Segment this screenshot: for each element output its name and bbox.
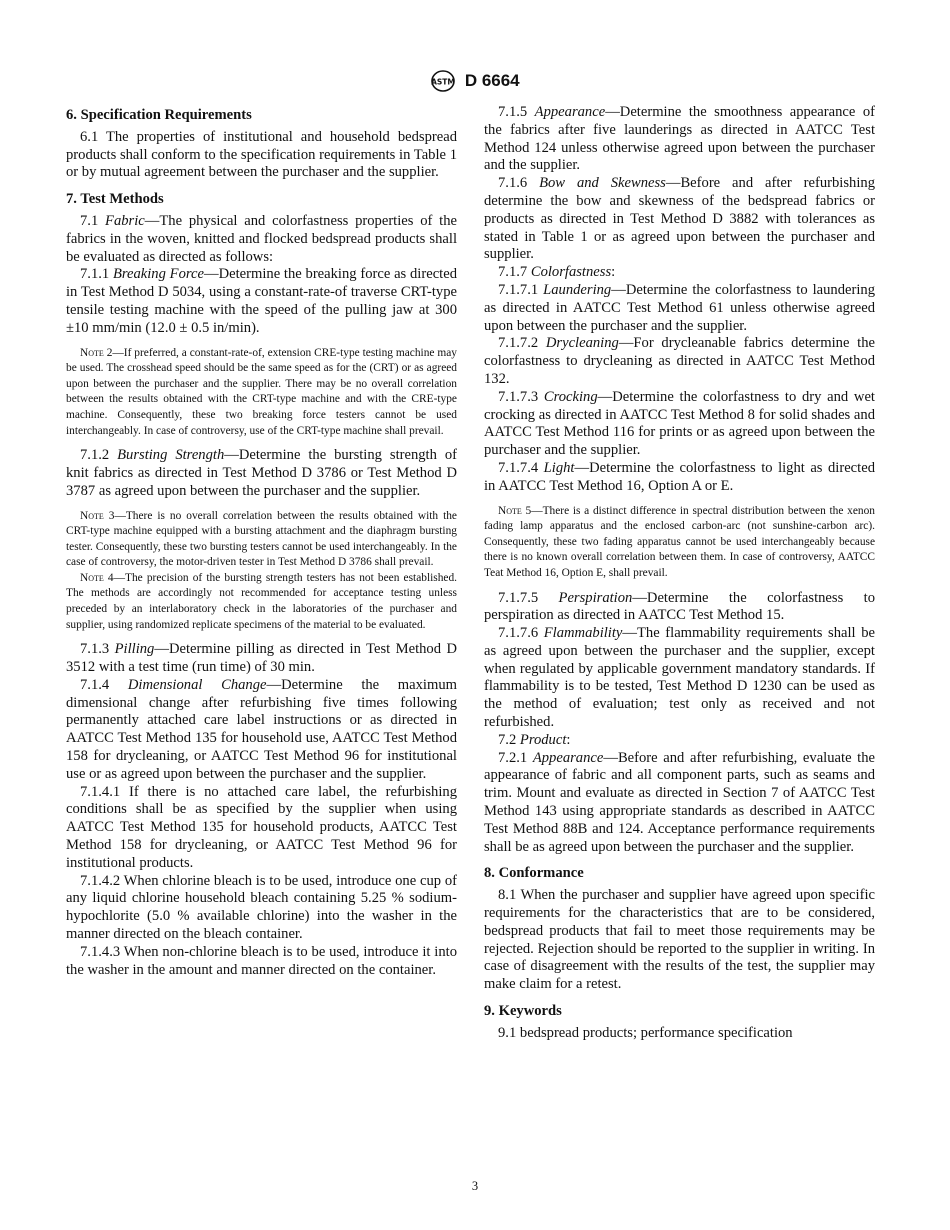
paragraph-7-2: 7.2 Product: xyxy=(498,731,571,748)
paragraph-7-1-6: 7.1.6 Bow and Skewness—Before and after refurbishing determine the bow and skewness of the bedspread fabrics or products as directed in Test Method D 3882 with tolerances as stated in Table 1 or as agreed upon between the purchaser and supplier. xyxy=(484,175,875,263)
paragraph-7-2-1: 7.2.1 Appearance—Before and after refurbishing, evaluate the appearance of fabric and all component parts, such as seams and trim. Mount and evaluate as directed in Section 7 of AATCC Test Method 143 using appropriate standards as described in AATCC Test Method 88B and 124. Acceptance performance requirements shall be as agreed upon between the purchaser and the supplier. xyxy=(484,749,876,855)
paragraph-7-1-7-2: 7.1.7.2 Drycleaning—For drycleanable fabrics determine the colorfastness to drycleaning as directed in AATCC Test Method 132. xyxy=(484,335,876,387)
page-header xyxy=(0,70,950,92)
left-column xyxy=(66,104,457,979)
paragraph-7-1-7-5: 7.1.7.5 Perspiration—Determine the colorfastness to perspiration as directed in AATCC Test Method 15. xyxy=(484,589,876,624)
section-7-heading: 7. Test Methods xyxy=(66,191,164,208)
paragraph-7-1-7-3: 7.1.7.3 Crocking—Determine the colorfastness to dry and wet crocking as directed in AATCC Test Method 8 for solid shades and AATCC Test Method 116 for prints or as agreed upon between the purchaser and the supplier. xyxy=(484,388,875,459)
paragraph-7-1-4: 7.1.4 Dimensional Change—Determine the maximum dimensional change after refurbishing five times following permanently attached care label instructions or as directed in AATCC Test Method 135 for household use, AATCC Test Method 158 for drycleaning, or AATCC Test Method 96 for institutional use or as agreed upon between the purchaser and the supplier. xyxy=(66,676,457,782)
note-3: Note 3—There is no overall correlation between the results obtained with the CRT-type machine equipped with a bursting attachment and the diaphragm bursting tester. Consequently, these two bursting testers cannot be used interchangeably. In the case of controversy, the motor-driven tester in Test Method D 3786 shall prevail. xyxy=(66,509,457,569)
paragraph-7-1: 7.1 Fabric—The physical and colorfastness properties of the fabrics in the woven, knitted and flocked bedspread products shall be evaluated as directed as follows: xyxy=(66,212,457,265)
paragraph-7-1-3: 7.1.3 Pilling—Determine pilling as directed in Test Method D 3512 with a test time (run time) of 30 min. xyxy=(66,641,457,676)
note-5: Note 5—There is a distinct difference in spectral distribution between the xenon fading lamp apparatus and the enclosed carbon-arc (not sunshine-carbon arc). Consequently, these two fading apparatus cannot be used interchangeably because there is no known overall correlation between them. In case of controversy, AATCC Teat Method 16, Option E, shall prevail. xyxy=(484,504,875,579)
paragraph-7-1-7-1: 7.1.7.1 Laundering—Determine the colorfastness to laundering as directed in AATCC Test Method 61 unless otherwise agreed upon between the purchaser and the supplier. xyxy=(484,281,875,334)
paragraph-7-1-4-3: 7.1.4.3 When non-chlorine bleach is to be used, introduce it into the washer in the amount and manner directed on the container. xyxy=(66,943,457,978)
paragraph-7-1-1: 7.1.1 Breaking Force—Determine the breaking force as directed in Test Method D 5034, using a constant-rate-of traverse CRT-type tensile testing machine with the speed of the pulling jaw at 300 ±10 mm/min (12.0 ± 0.5 in/min). xyxy=(66,266,457,336)
note-4: Note 4—The precision of the bursting strength testers has not been established. The methods are accordingly not recommended for acceptance testing unless preceded by an interlaboratory check in the laboratories of the purchaser and supplier, using randomized replicate specimens of the material to be evaluated. xyxy=(66,571,457,631)
section-6-heading: 6. Specification Requirements xyxy=(66,107,252,123)
paragraph-7-1-4-2: 7.1.4.2 When chlorine bleach is to be used, introduce one cup of any liquid chlorine household bleach containing 5.25 % sodium-hypochlorite (5.0 % available chlorine) into the washer in the manner directed on the bleach container. xyxy=(66,872,457,943)
section-9-heading: 9. Keywords xyxy=(484,1003,562,1020)
astm-logo-icon xyxy=(430,70,456,92)
paragraph-7-1-7-6: 7.1.7.6 Flammability—The flammability requirements shall be as agreed upon between the purchaser and the supplier, except when regulated by applicable government mandatory standards. If flammability is to be tested, Test Method D 1230 can be used as the method of evaluation; test only as received and not refurbished. xyxy=(484,625,875,731)
section-8-heading: 8. Conformance xyxy=(484,865,584,882)
paragraph-7-1-5: 7.1.5 Appearance—Determine the smoothness appearance of the fabrics after five launderings as directed in AATCC Test Method 124 unless otherwise agreed upon between the purchaser and the supplier. xyxy=(484,104,875,174)
page-number: 3 xyxy=(471,1179,479,1193)
paragraph-7-1-2: 7.1.2 Bursting Strength—Determine the bursting strength of knit fabrics as directed in Test Method D 3786 or Test Method D 3787 as agreed upon between the purchaser and the supplier. xyxy=(66,447,457,499)
note-2: Note 2—If preferred, a constant-rate-of, extension CRE-type testing machine may be used. The crosshead speed should be the same speed as for the (CRT) or as agreed upon between the purchaser and the supplier. There may be no overall correlation between the results obtained with the CRT-type machine and with the CRE-type machine. Consequently, these two breaking force testers cannot be used interchangeably. In case of controversy, use of the CRT-type machine shall prevail. xyxy=(66,346,457,437)
paragraph-9-1: 9.1 bedspread products; performance specification xyxy=(498,1024,793,1041)
paragraph-7-1-7-4: 7.1.7.4 Light—Determine the colorfastness to light as directed in AATCC Test Method 16, Option A or E. xyxy=(484,459,875,494)
paragraph-7-1-4-1: 7.1.4.1 If there is no attached care label, the refurbishing conditions shall be as specified by the supplier when using AATCC Test Method 135 for household products, AATCC Test Method 158 for drycleaning, or AATCC Test Method 96 for institutional products. xyxy=(66,783,457,871)
right-column xyxy=(484,104,875,1043)
paragraph-6-1: 6.1 The properties of institutional and household bedspread products shall conform to the specification requirements in Table 1 or by mutual agreement between the purchaser and the supplier. xyxy=(66,128,457,181)
paragraph-8-1: 8.1 When the purchaser and supplier have agreed upon specific requirements for the characteristics that are to be considered, bedspread products that fail to meet those requirements may be rejected. Rejection should be reported to the supplier in writing. In case of disagreement with the results of the test, the supplier may make claim for a retest. xyxy=(484,887,875,993)
svg-text:ASTM: ASTM xyxy=(431,77,456,87)
standard-designation: D 6664 xyxy=(464,71,520,90)
paragraph-7-1-7: 7.1.7 Colorfastness: xyxy=(498,264,616,281)
